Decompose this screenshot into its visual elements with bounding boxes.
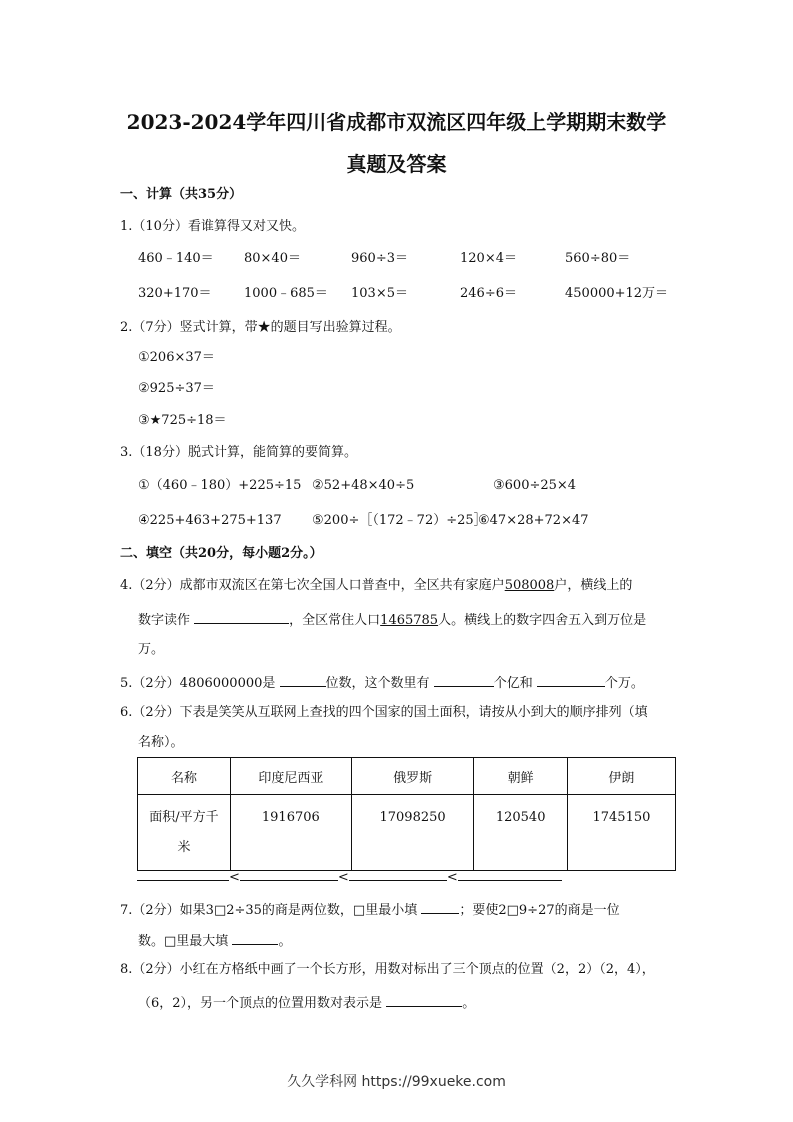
text: 米 <box>177 840 191 855</box>
header-cell: 名称 <box>138 758 231 795</box>
title-line-2: 真题及答案 <box>346 152 447 176</box>
text: 数。□里最大填 <box>138 934 229 949</box>
text: （6，2），另一个顶点的位置用数对表示是 <box>138 996 383 1011</box>
section-1-heading: 一、计算（共35分） <box>120 187 243 202</box>
footer-watermark: 久久学科网 https://99xueke.com <box>287 1074 506 1090</box>
q4-line2 <box>138 610 646 629</box>
q1-stem: 1.（10分）看谁算得又对又快。 <box>120 219 305 234</box>
less-than: < <box>229 870 240 885</box>
text: 7.（2分）如果3□2÷35的商是两位数，□里最小填 <box>120 903 418 918</box>
text: 5.（2分）4806000000是 <box>120 676 276 691</box>
cell: 17098250 <box>351 795 474 871</box>
expr: 1000﹣685＝ <box>244 286 328 301</box>
text: 户，横线上的 <box>554 578 633 593</box>
answer-blank[interactable] <box>537 673 605 687</box>
text: 。 <box>278 934 292 949</box>
q2-item: ③★725÷18＝ <box>138 413 227 428</box>
expr: ⑤200÷［（172﹣72）÷25］ <box>312 513 487 528</box>
q3-stem: 3.（18分）脱式计算，能简算的要简算。 <box>120 445 357 460</box>
answer-blank[interactable] <box>434 673 494 687</box>
cell: 1916706 <box>231 795 352 871</box>
text: 个万。 <box>604 676 644 691</box>
expr: 120×4＝ <box>460 251 517 266</box>
text: ；要使2□9÷27的商是一位 <box>459 903 620 918</box>
table-row <box>138 795 676 871</box>
table-header-row <box>138 758 676 795</box>
expr: ③600÷25×4 <box>493 478 577 493</box>
country-area-table <box>137 757 676 871</box>
q4-line1 <box>120 578 632 594</box>
answer-blank[interactable] <box>194 610 289 624</box>
row-label <box>138 795 231 871</box>
expr: ⑥47×28+72×47 <box>478 513 589 528</box>
expr: ④225+463+275+137 <box>138 513 282 528</box>
text: 个亿和 <box>493 676 533 691</box>
text: 4.（2分）成都市双流区在第七次全国人口普查中，全区共有家庭户 <box>120 578 505 593</box>
expr: 560÷80＝ <box>565 251 631 266</box>
q5-line <box>120 673 644 692</box>
q2-stem: 2.（7分）竖式计算，带★的题目写出验算过程。 <box>120 320 401 335</box>
section-2-heading: 二、填空（共20分，每小题2分。） <box>120 546 323 561</box>
answer-blank[interactable] <box>349 867 447 881</box>
expr: 460﹣140＝ <box>138 251 214 266</box>
expr: 246÷6＝ <box>460 286 517 301</box>
expr: 960÷3＝ <box>351 251 408 266</box>
text: 数字读作 <box>138 613 191 628</box>
header-cell: 伊朗 <box>567 758 675 795</box>
q2-item: ②925÷37＝ <box>138 381 215 396</box>
q6-answer-line <box>137 867 562 886</box>
title-line-1: 2023-2024学年四川省成都市双流区四年级上学期期末数学 <box>126 110 667 134</box>
answer-blank[interactable] <box>280 673 326 687</box>
less-than: < <box>446 870 458 885</box>
less-than: < <box>337 870 349 885</box>
header-cell: 朝鲜 <box>474 758 567 795</box>
text: 位数，这个数里有 <box>325 676 430 691</box>
expr: 450000+12万＝ <box>565 286 669 301</box>
underlined-number: 508008 <box>504 578 555 593</box>
q7-line2 <box>138 931 291 950</box>
cell: 1745150 <box>567 795 675 871</box>
answer-blank[interactable] <box>137 867 229 881</box>
underlined-number: 1465785 <box>380 613 439 628</box>
q4-line3: 万。 <box>138 642 165 657</box>
expr: ①（460﹣180）+225÷15 <box>138 478 302 493</box>
answer-blank[interactable] <box>232 931 278 945</box>
cell: 120540 <box>474 795 567 871</box>
answer-blank[interactable] <box>421 900 459 914</box>
text: 面积/平方千 <box>149 810 219 825</box>
q7-line1 <box>120 900 620 919</box>
q2-item: ①206×37＝ <box>138 350 215 365</box>
answer-blank[interactable] <box>458 867 562 881</box>
q8-line1: 8.（2分）小红在方格纸中画了一个长方形，用数对标出了三个顶点的位置（2，2）（2，4）， <box>120 962 655 977</box>
text: 人。横线上的数字四舍五入到万位是 <box>438 613 647 628</box>
text: 。 <box>462 996 476 1011</box>
q6-stem-2: 名称）。 <box>138 735 184 750</box>
header-cell: 俄罗斯 <box>351 758 474 795</box>
expr: ②52+48×40÷5 <box>312 478 415 493</box>
text: ，全区常住人口 <box>289 613 381 628</box>
answer-blank[interactable] <box>240 867 338 881</box>
header-cell: 印度尼西亚 <box>231 758 352 795</box>
q6-stem-1: 6.（2分）下表是笑笑从互联网上查找的四个国家的国土面积，请按从小到大的顺序排列（填 <box>120 705 648 720</box>
expr: 320+170＝ <box>138 286 212 301</box>
q8-line2 <box>138 993 475 1012</box>
expr: 80×40＝ <box>244 251 301 266</box>
expr: 103×5＝ <box>351 286 408 301</box>
answer-blank[interactable] <box>386 993 462 1007</box>
